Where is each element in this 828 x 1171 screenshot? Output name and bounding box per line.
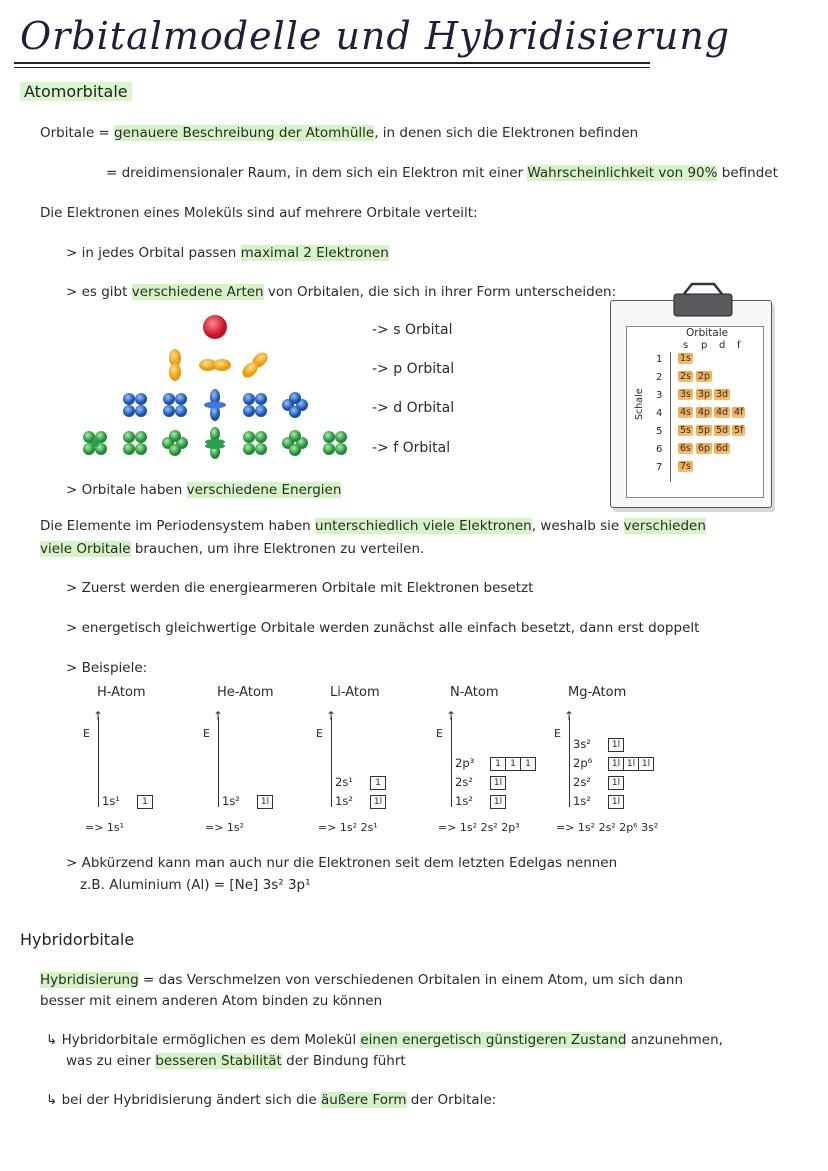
shell-cell: 5s bbox=[680, 425, 691, 436]
orbital-box: 1l bbox=[623, 757, 639, 771]
orbital-box: 1l bbox=[490, 776, 506, 790]
shell-cell: 2p bbox=[698, 371, 711, 382]
f-orbitals bbox=[83, 427, 347, 459]
examples-label: > Beispiele: bbox=[66, 660, 148, 676]
energy-level-label: 1s² bbox=[455, 794, 473, 808]
orbital-box: 1 bbox=[505, 757, 521, 771]
shell-cell: 3p bbox=[698, 389, 711, 400]
energy-level-label: 1s¹ bbox=[102, 794, 120, 808]
electron-config-examples bbox=[0, 685, 828, 840]
shell-cell: 6s bbox=[680, 443, 691, 454]
p-orbitals bbox=[169, 349, 271, 381]
energy-level-label: 1s² bbox=[573, 794, 591, 808]
hybrid-point-1: ↳ Hybridorbitale ermöglichen es dem Molekül einen energetisch günstigeren Zustand anzunehmen, bbox=[46, 1032, 723, 1048]
s-orbital-label: -> s Orbital bbox=[372, 322, 453, 338]
orbital-box: 1l bbox=[638, 757, 654, 771]
shell-axis-label: Schale bbox=[634, 388, 645, 420]
d-orbital-label: -> d Orbital bbox=[372, 400, 455, 416]
orbital-box: 1l bbox=[608, 757, 624, 771]
orbital-box: 1 bbox=[137, 795, 153, 809]
shell-cell: 6p bbox=[698, 443, 711, 454]
section-heading-atomorbitale: Atomorbitale bbox=[20, 82, 132, 101]
energy-axis bbox=[218, 717, 219, 807]
orbital-box: 1 bbox=[520, 757, 536, 771]
energy-level-label: 2p³ bbox=[455, 756, 475, 770]
shell-cell: 5d bbox=[716, 425, 729, 436]
shell-chart-title: Orbitale bbox=[686, 327, 729, 339]
orbital-box: 1l bbox=[490, 795, 506, 809]
column-s: s bbox=[683, 340, 689, 351]
electron-configuration: => 1s¹ bbox=[85, 821, 125, 834]
arrow-up-icon: ↑ bbox=[326, 709, 337, 723]
column-d: d bbox=[719, 340, 726, 351]
s-orbital-sphere bbox=[203, 315, 227, 339]
shell-number: 3 bbox=[656, 390, 663, 401]
energy-axis-label: E bbox=[316, 727, 323, 740]
shell-number: 7 bbox=[656, 462, 663, 473]
energy-level-label: 2p⁶ bbox=[573, 756, 593, 770]
shell-number: 6 bbox=[656, 444, 663, 455]
hybrid-point-2: ↳ bei der Hybridisierung ändert sich die äußere Form der Orbitale: bbox=[46, 1092, 497, 1108]
shell-cell: 3d bbox=[716, 389, 729, 400]
shell-cell: 5f bbox=[734, 425, 744, 436]
hybrid-definition-1: Hybridisierung = das Verschmelzen von verschiedenen Orbitalen in einem Atom, um sich dann bbox=[40, 972, 684, 988]
arrow-up-icon: ↑ bbox=[446, 709, 457, 723]
orbital-box: 1l bbox=[608, 776, 624, 790]
orbital-box: 1l bbox=[608, 738, 624, 752]
orbital-box: 1 bbox=[370, 776, 386, 790]
energy-axis-label: E bbox=[203, 727, 210, 740]
energy-axis-label: E bbox=[436, 727, 443, 740]
hybrid-definition-2: besser mit einem anderen Atom binden zu können bbox=[40, 993, 383, 1009]
shell-number: 5 bbox=[656, 426, 663, 437]
orbital-box: 1l bbox=[608, 795, 624, 809]
atom-title: H-Atom bbox=[97, 685, 146, 700]
arrow-up-icon: ↑ bbox=[93, 709, 104, 723]
periodic-line-2: viele Orbitale brauchen, um ihre Elektronen zu verteilen. bbox=[40, 541, 425, 557]
shell-cell: 4s bbox=[680, 407, 691, 418]
orbital-shapes-illustration bbox=[78, 305, 368, 475]
bullet-energies: > Orbitale haben verschiedene Energien bbox=[66, 482, 342, 498]
shell-cell: 2s bbox=[680, 371, 691, 382]
electron-configuration: => 1s² bbox=[205, 821, 245, 834]
title-underline-2 bbox=[14, 67, 650, 68]
shell-cell: 4d bbox=[716, 407, 729, 418]
title-underline bbox=[14, 62, 650, 64]
energy-level-label: 1s² bbox=[335, 794, 353, 808]
shell-cell: 1s bbox=[680, 353, 691, 364]
energy-level-label: 3s² bbox=[573, 737, 591, 751]
shell-cell: 3s bbox=[680, 389, 691, 400]
atom-title: He-Atom bbox=[217, 685, 274, 700]
column-p: p bbox=[701, 340, 708, 351]
energy-axis bbox=[98, 717, 99, 807]
shell-cell: 4f bbox=[734, 407, 744, 418]
rule-low-energy-first: > Zuerst werden die energiearmeren Orbitale mit Elektronen besetzt bbox=[66, 580, 534, 596]
hybrid-point-1-cont: was zu einer besseren Stabilität der Bindung führt bbox=[66, 1053, 406, 1069]
shell-cell: 6d bbox=[716, 443, 729, 454]
periodic-line-1: Die Elemente im Periodensystem haben unterschiedlich viele Elektronen, weshalb sie verschieden bbox=[40, 518, 706, 534]
rule-hund: > energetisch gleichwertige Orbitale werden zunächst alle einfach besetzt, dann erst doppelt bbox=[66, 620, 700, 636]
d-orbitals bbox=[123, 389, 308, 421]
orbital-box: 1l bbox=[257, 795, 273, 809]
column-f: f bbox=[737, 340, 741, 351]
shell-cell: 4p bbox=[698, 407, 711, 418]
energy-axis bbox=[569, 717, 570, 807]
molecule-line: Die Elektronen eines Moleküls sind auf mehrere Orbitale verteilt: bbox=[40, 205, 478, 221]
energy-axis-label: E bbox=[83, 727, 90, 740]
shell-number: 1 bbox=[656, 354, 663, 365]
arrow-up-icon: ↑ bbox=[564, 709, 575, 723]
section-heading-hybridorbitale: Hybridorbitale bbox=[20, 930, 135, 949]
abbrev-note: > Abkürzend kann man auch nur die Elektronen seit dem letzten Edelgas nennen bbox=[66, 855, 618, 871]
aluminium-example: z.B. Aluminium (Al) = [Ne] 3s² 3p¹ bbox=[80, 877, 311, 893]
shell-number: 2 bbox=[656, 372, 663, 383]
energy-level-label: 2s² bbox=[455, 775, 473, 789]
energy-axis-label: E bbox=[554, 727, 561, 740]
electron-configuration: => 1s² 2s¹ bbox=[318, 821, 378, 834]
energy-level-label: 2s² bbox=[573, 775, 591, 789]
orbital-definition-1: Orbitale = genauere Beschreibung der Atomhülle, in denen sich die Elektronen befinden bbox=[40, 125, 639, 141]
f-orbital-label: -> f Orbital bbox=[372, 440, 451, 456]
p-orbital-label: -> p Orbital bbox=[372, 361, 455, 377]
shell-number: 4 bbox=[656, 408, 663, 419]
atom-title: N-Atom bbox=[450, 685, 499, 700]
shell-cell: 5p bbox=[698, 425, 711, 436]
arrow-up-icon: ↑ bbox=[213, 709, 224, 723]
atom-title: Mg-Atom bbox=[568, 685, 627, 700]
orbital-box: 1 bbox=[490, 757, 506, 771]
binder-clip-icon bbox=[670, 282, 736, 322]
orbital-definition-2: = dreidimensionaler Raum, in dem sich ein Elektron mit einer Wahrscheinlichkeit von 90% befindet bbox=[106, 165, 778, 181]
shell-cell: 7s bbox=[680, 461, 691, 472]
electron-configuration: => 1s² 2s² 2p³ bbox=[438, 821, 520, 834]
electron-configuration: => 1s² 2s² 2p⁶ 3s² bbox=[556, 821, 659, 834]
orbital-box: 1l bbox=[370, 795, 386, 809]
energy-axis bbox=[451, 717, 452, 807]
bullet-orbital-types: > es gibt verschiedene Arten von Orbitalen, die sich in ihrer Form unterscheiden: bbox=[66, 284, 617, 300]
page-title: Orbitalmodelle und Hybridisierung bbox=[20, 14, 731, 58]
energy-axis bbox=[331, 717, 332, 807]
energy-level-label: 2s¹ bbox=[335, 775, 353, 789]
shell-rows bbox=[650, 352, 760, 482]
atom-title: Li-Atom bbox=[330, 685, 380, 700]
bullet-max-electrons: > in jedes Orbital passen maximal 2 Elektronen bbox=[66, 245, 389, 261]
energy-level-label: 1s² bbox=[222, 794, 240, 808]
